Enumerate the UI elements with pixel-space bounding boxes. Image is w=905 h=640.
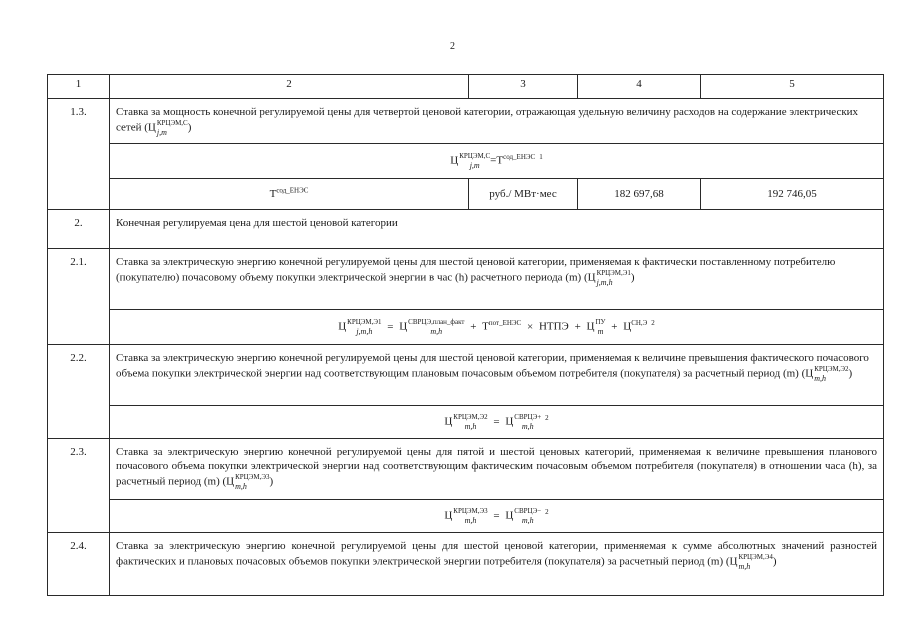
- formula-superscript: сод_ЕНЭС: [503, 152, 536, 161]
- formula-superscript: СВРЦЭ+: [514, 413, 542, 421]
- formula-superscript: СВРЦЭ,план_факт: [408, 318, 465, 326]
- formula-term: НТПЭ: [538, 320, 569, 333]
- formula-symbol: Ц: [450, 154, 459, 167]
- formula-equals: =: [490, 154, 497, 167]
- formula-superscript: КРЦЭМ,Э2: [453, 413, 488, 421]
- formula-superscript: СВРЦЭ−: [514, 507, 542, 515]
- symbol-superscript: КРЦЭМ,Э3: [235, 473, 270, 481]
- symbol-subscript: m,h: [814, 374, 826, 383]
- row-number: 2.3.: [48, 439, 110, 533]
- description-text: Ставка за мощность конечной регулируемой цены для четвертой ценовой категории, отражающая удельную величину расходов на содержание электрических сетей (: [116, 106, 859, 134]
- header-col-1: 1: [48, 75, 110, 99]
- row-number: 2.1.: [48, 249, 110, 345]
- header-col-2: 2: [110, 75, 469, 99]
- formula-subscript: m: [597, 327, 604, 336]
- symbol-subscript: j,m: [156, 128, 167, 137]
- row-description: Конечная регулируемая цена для шестой ценовой категории: [110, 210, 884, 249]
- row-number: 2.4.: [48, 533, 110, 596]
- formula-symbol: Ц: [338, 320, 347, 333]
- symbol-superscript: КРЦЭМ,Э1: [596, 269, 631, 277]
- unit-cell: руб./ МВт·мес: [469, 179, 578, 210]
- formula-symbol: Ц: [399, 320, 408, 333]
- formula-operator: +: [470, 320, 477, 333]
- formula-subscript: m,h: [521, 422, 534, 431]
- formula-superscript: СН,Э: [631, 318, 648, 327]
- table-row-2-4: [48, 533, 884, 596]
- formula-operator: ×: [526, 320, 534, 333]
- description-close: ): [772, 555, 777, 568]
- value-cell-2: 192 746,05: [701, 179, 884, 210]
- footnote-mark: 2: [545, 507, 549, 516]
- footnote-mark: 2: [545, 413, 549, 422]
- formula-subscript: m,h: [464, 422, 477, 431]
- formula-symbol: Ц: [444, 415, 453, 428]
- formula-equals: =: [493, 415, 500, 428]
- formula-term: Т: [269, 188, 277, 200]
- table-row-1-3: [48, 99, 884, 144]
- row-number: 2.2.: [48, 345, 110, 439]
- symbol-subscript: m,h: [738, 562, 751, 571]
- row-description: [110, 533, 884, 596]
- row-description: [110, 439, 884, 500]
- formula-equals: =: [387, 320, 394, 333]
- symbol-superscript: КРЦЭМ,Э2: [814, 365, 849, 373]
- symbol-superscript: КРЦЭМ,Э4: [738, 553, 773, 561]
- formula-cell: [110, 144, 884, 179]
- row-description: [110, 345, 884, 406]
- description-text: Ставка за электрическую энергию конечной регулируемой цены для шестой ценовой категории, применяемая к величине превышения фактического почасового объема покупки электрической энергии над соответствующим плановым почасовым объемом потребителя (покупателя) за расчетный период (m) (: [116, 352, 869, 380]
- formula-symbol: Ц: [505, 509, 514, 522]
- formula-cell: [110, 310, 884, 345]
- table-row-1-3-values: [48, 179, 884, 210]
- formula-subscript: m,h: [464, 516, 477, 525]
- page-number: 2: [450, 41, 455, 52]
- description-close: ): [187, 121, 192, 134]
- tariff-table: [47, 74, 884, 596]
- description-text: Ставка за электрическую энергию конечной регулируемой цены для пятой и шестой ценовых категорий, применяемая к величине превышения планового почасового объема покупки электрической энергии над соответствующим фактическим почасовым объемом потребителя (покупателя) в отношении часа (h), за расчетный период (m) (: [116, 446, 877, 488]
- formula-superscript: пот_ЕНЭС: [488, 318, 522, 327]
- table-row-2: [48, 210, 884, 249]
- description-close: ): [848, 367, 853, 380]
- value-symbol-cell: [110, 179, 469, 210]
- formula-superscript: ПУ: [595, 318, 606, 326]
- formula-operator: +: [611, 320, 618, 333]
- symbol-superscript: КРЦЭМ,С: [156, 119, 188, 127]
- row-number: 2.: [48, 210, 110, 249]
- table-row-1-3-formula: [48, 144, 884, 179]
- header-col-4: 4: [578, 75, 701, 99]
- formula-symbol: Ц: [586, 320, 595, 333]
- row-description: [110, 99, 884, 144]
- row-description: [110, 249, 884, 310]
- symbol-subscript: m,h: [235, 482, 247, 491]
- table-row-2-2: [48, 345, 884, 406]
- formula-operator: +: [574, 320, 581, 333]
- row-number: 1.3.: [48, 99, 110, 210]
- formula-superscript: КРЦЭМ,Э1: [347, 318, 382, 326]
- formula-term: Т: [496, 154, 504, 167]
- formula-symbol: Ц: [505, 415, 514, 428]
- formula-subscript: j,m: [469, 161, 480, 170]
- table-row-2-2-formula: [48, 406, 884, 439]
- table-header-row: [48, 75, 884, 99]
- formula-superscript: КРЦЭМ,С: [459, 152, 491, 160]
- description-close: ): [269, 475, 274, 488]
- formula-superscript: КРЦЭМ,Э3: [453, 507, 488, 515]
- formula-term: Т: [482, 320, 489, 333]
- formula-symbol: Ц: [226, 475, 235, 488]
- formula-cell: [110, 406, 884, 439]
- formula-subscript: j,m,h: [356, 327, 373, 336]
- formula-symbol: Ц: [147, 121, 156, 134]
- formula-equals: =: [493, 509, 500, 522]
- formula-symbol: Ц: [444, 509, 453, 522]
- footnote-mark: 1: [539, 152, 543, 161]
- footnote-mark: 2: [651, 318, 655, 327]
- formula-cell: [110, 500, 884, 533]
- description-text: Ставка за электрическую энергию конечной регулируемой цены для шестой ценовой категории, применяемая к фактически поставленному потребителю (покупателю) почасовому объему покупки электрической энергии в час (h) расчетного периода (m) (: [116, 256, 836, 284]
- header-col-5: 5: [701, 75, 884, 99]
- formula-subscript: m,h: [430, 327, 443, 336]
- table-row-2-3-formula: [48, 500, 884, 533]
- value-cell-1: 182 697,68: [578, 179, 701, 210]
- formula-subscript: m,h: [521, 516, 534, 525]
- formula-superscript: сод_ЕНЭС: [276, 186, 309, 195]
- table-row-2-1-formula: [48, 310, 884, 345]
- description-text: Ставка за электрическую энергию конечной регулируемой цены для шестой ценовой категории, применяемая к сумме абсолютных значений разностей фактических и плановых почасовых объемов покупки электрической энергии потребителя (покупателя) за расчетный период (m) (: [116, 540, 877, 568]
- header-col-3: 3: [469, 75, 578, 99]
- formula-symbol: Ц: [623, 320, 632, 333]
- description-close: ): [630, 271, 635, 284]
- formula-symbol: Ц: [729, 555, 738, 568]
- table-row-2-1: [48, 249, 884, 310]
- formula-symbol: Ц: [587, 271, 596, 284]
- table-row-2-3: [48, 439, 884, 500]
- symbol-subscript: j,m,h: [596, 278, 613, 287]
- formula-symbol: Ц: [805, 367, 814, 380]
